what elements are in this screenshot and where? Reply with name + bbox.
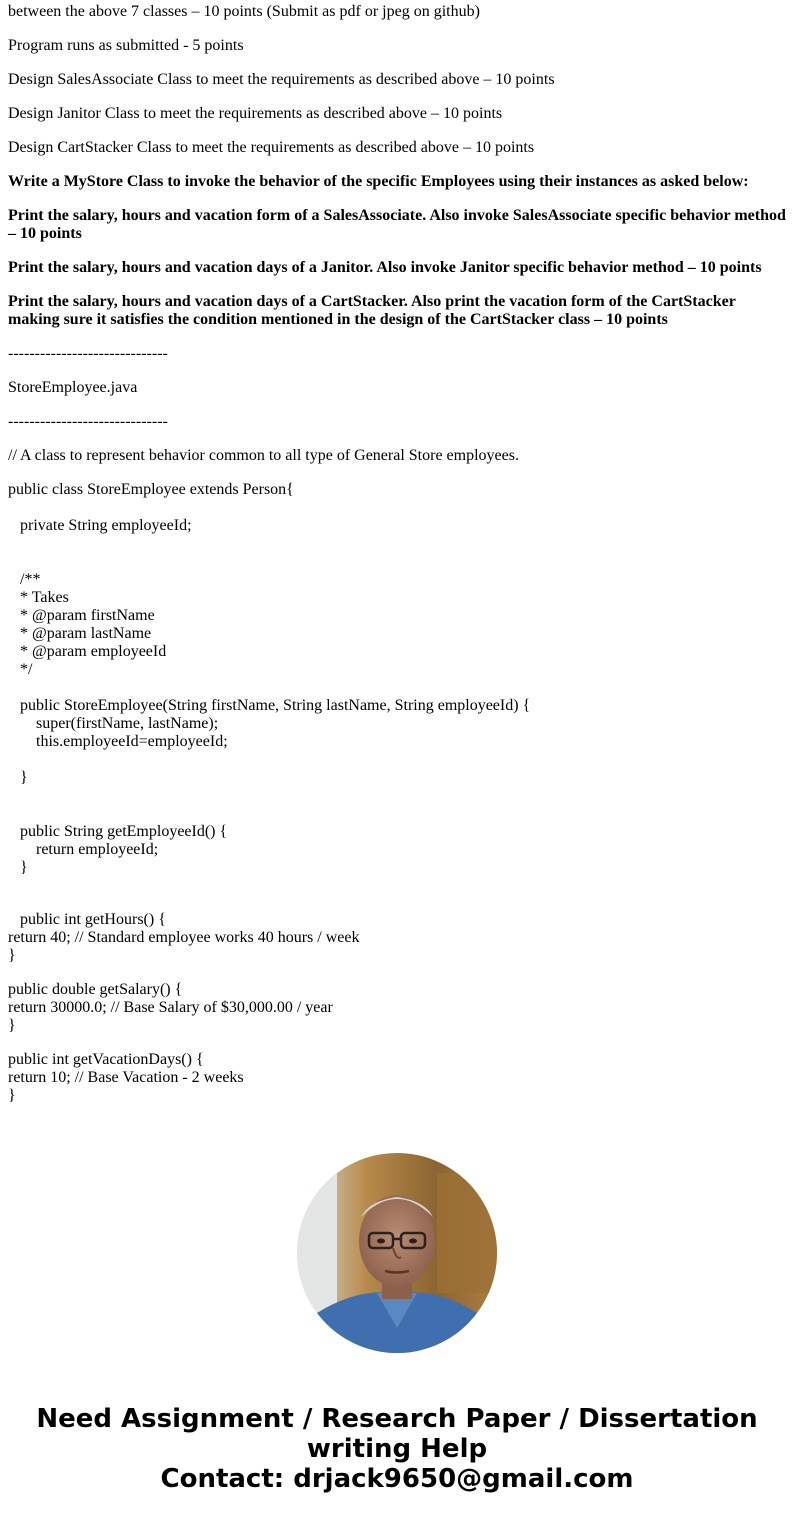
promo-banner <box>0 1404 794 1494</box>
code-gethours-signature: public int getHours() { <box>20 911 166 928</box>
design-janitor-item: Design Janitor Class to meet the requirements as described above – 10 points <box>8 105 503 122</box>
code-doc-param-firstname: * @param firstName <box>20 607 155 624</box>
code-getemployeeid-signature: public String getEmployeeId() { <box>20 823 228 840</box>
code-getvacationdays-signature: public int getVacationDays() { <box>8 1051 204 1068</box>
author-avatar <box>297 1153 497 1353</box>
code-getemployeeid-close: } <box>20 859 28 876</box>
code-field-employeeid: private String employeeId; <box>20 517 192 534</box>
code-doc-close: */ <box>20 661 33 678</box>
design-salesassociate-item: Design SalesAssociate Class to meet the requirements as described above – 10 points <box>8 71 555 88</box>
separator-top: ------------------------------ <box>8 345 168 362</box>
code-gethours-return: return 40; // Standard employee works 40 hours / week <box>8 929 360 946</box>
code-class-comment: // A class to represent behavior common to all type of General Store employees. <box>8 447 519 464</box>
code-doc-param-lastname: * @param lastName <box>20 625 152 642</box>
separator-bottom: ------------------------------ <box>8 413 168 430</box>
promo-line-2: writing Help <box>306 1434 488 1464</box>
code-constructor-signature: public StoreEmployee(String firstName, String lastName, String employeeId) { <box>20 697 531 714</box>
code-getemployeeid-return: return employeeId; <box>36 841 159 858</box>
promo-line-1: Need Assignment / Research Paper / Dissertation <box>36 1404 758 1434</box>
code-doc-param-employeeid: * @param employeeId <box>20 643 167 660</box>
code-constructor-close: } <box>20 769 28 786</box>
program-runs-item: Program runs as submitted - 5 points <box>8 37 244 54</box>
code-doc-takes: * Takes <box>20 589 69 606</box>
code-constructor-assign: this.employeeId=employeeId; <box>36 733 228 750</box>
code-getvacationdays-return: return 10; // Base Vacation - 2 weeks <box>8 1069 244 1086</box>
design-cartstacker-item: Design CartStacker Class to meet the requirements as described above – 10 points <box>8 139 535 156</box>
code-getvacationdays-close: } <box>8 1087 16 1104</box>
code-gethours-close: } <box>8 947 16 964</box>
promo-contact-email[interactable]: Contact: drjack9650@gmail.com <box>160 1464 634 1494</box>
code-getsalary-signature: public double getSalary() { <box>8 981 183 998</box>
code-class-declaration: public class StoreEmployee extends Person{ <box>8 481 294 498</box>
code-doc-open: /** <box>20 571 41 588</box>
assignment-intro-tail: between the above 7 classes – 10 points (Submit as pdf or jpeg on github) <box>8 3 480 20</box>
print-janitor-item: Print the salary, hours and vacation days of a Janitor. Also invoke Janitor specific behavior method – 10 points <box>8 259 762 276</box>
code-constructor-super: super(firstName, lastName); <box>36 715 219 732</box>
print-salesassociate-item: Print the salary, hours and vacation form of a SalesAssociate. Also invoke SalesAssociate specific behavior method – 10 points <box>8 207 790 242</box>
write-mystore-heading: Write a MyStore Class to invoke the behavior of the specific Employees using their instances as asked below: <box>8 173 749 190</box>
code-getsalary-close: } <box>8 1017 16 1034</box>
code-getsalary-return: return 30000.0; // Base Salary of $30,000.00 / year <box>8 999 333 1016</box>
filename-label: StoreEmployee.java <box>8 379 138 396</box>
portrait-illustration <box>297 1153 497 1353</box>
print-cartstacker-item: Print the salary, hours and vacation days of a CartStacker. Also print the vacation form of the CartStacker making sure it satisfies the condition mentioned in the design of the CartStacker class – 10 points <box>8 293 740 328</box>
